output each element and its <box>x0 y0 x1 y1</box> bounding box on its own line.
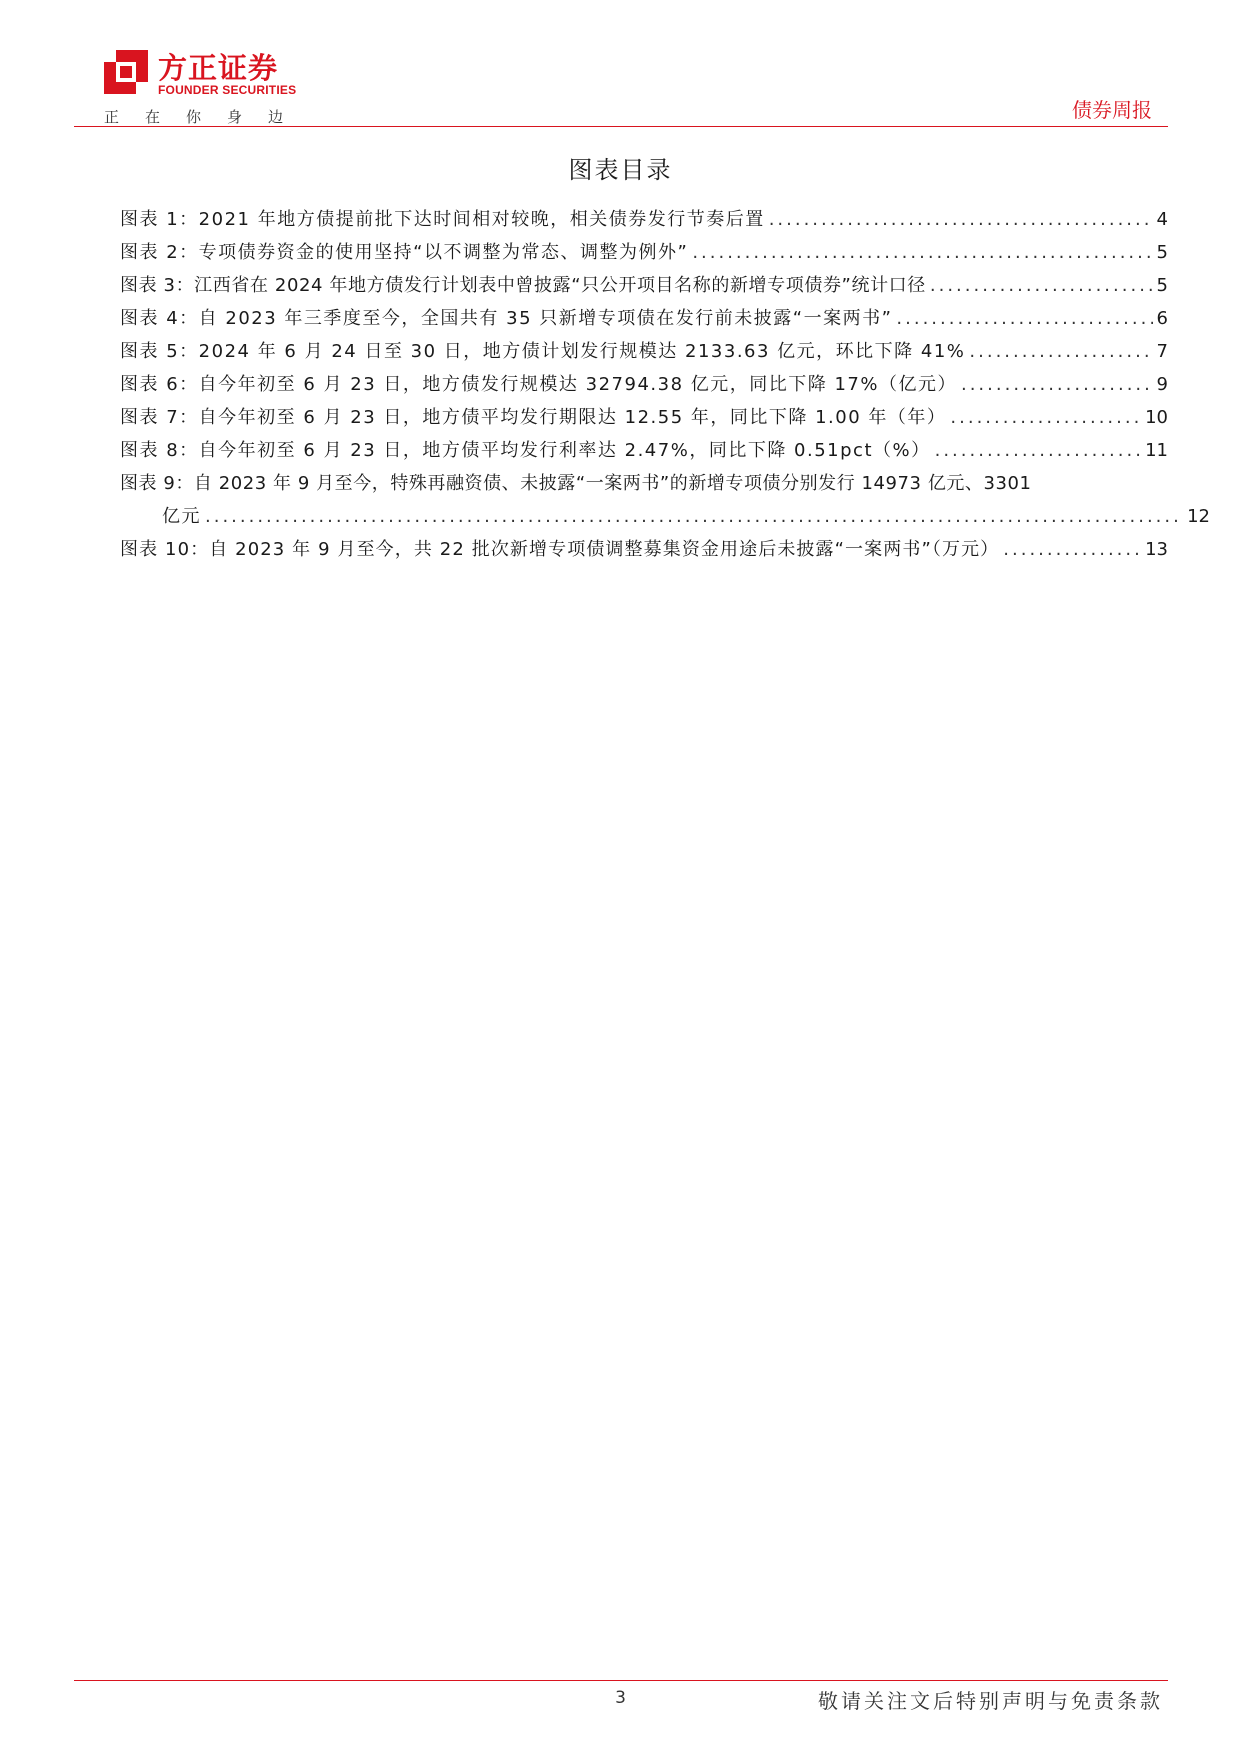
toc-entry-text: 图表 5：2024 年 6 月 24 日至 30 日，地方债计划发行规模达 2133.63 亿元，环比下降 41% <box>120 341 966 362</box>
toc-entry-text: 图表 8：自今年初至 6 月 23 日，地方债平均发行利率达 2.47%，同比下降 0.51pct（%） <box>120 440 931 461</box>
toc-entry-4[interactable] <box>120 302 1168 335</box>
toc-entry-text: 图表 4：自 2023 年三季度至今，全国共有 35 只新增专项债在发行前未披露“一案两书” <box>120 308 893 329</box>
disclaimer-notice: 敬请关注文后特别声明与免责条款 <box>818 1689 1163 1713</box>
toc-entry-2[interactable] <box>120 236 1168 269</box>
toc-entry-text: 图表 1：2021 年地方债提前批下达时间相对较晚，相关债券发行节奏后置 <box>120 209 765 230</box>
toc-entry-9[interactable] <box>120 467 1210 533</box>
toc-leader-dots <box>692 236 1152 269</box>
toc-leader-dots <box>961 368 1153 401</box>
toc-entry-text: 图表 3：江西省在 2024 年地方债发行计划表中曾披露“只公开项目名称的新增专项债券”统计口径 <box>120 275 926 296</box>
toc-entry-text-continued: 亿元 <box>162 506 201 527</box>
footer-divider <box>74 1680 1168 1681</box>
logo-chinese-name: 方正证券 <box>158 51 279 85</box>
header-divider <box>74 126 1168 127</box>
page-number: 3 <box>615 1688 626 1708</box>
toc-leader-dots <box>950 401 1141 434</box>
toc-leader-dots <box>1003 533 1141 566</box>
toc-entry-3[interactable] <box>120 269 1168 302</box>
toc-leader-dots <box>930 269 1153 302</box>
toc-leader-dots <box>896 302 1152 335</box>
toc-entry-8[interactable] <box>120 434 1168 467</box>
toc-entry-10[interactable] <box>120 533 1168 566</box>
toc-list <box>120 203 1210 566</box>
toc-entry-page: 4 <box>1156 209 1168 230</box>
company-slogan: 正在你身边 <box>104 108 310 126</box>
founder-securities-logo <box>102 46 362 102</box>
page-header <box>74 40 1168 128</box>
toc-entry-page: 11 <box>1145 440 1168 461</box>
founder-logo-icon <box>102 48 150 96</box>
toc-entry-page: 13 <box>1145 539 1168 560</box>
toc-entry-text: 图表 2：专项债券资金的使用坚持“以不调整为常态、调整为例外” <box>120 242 689 263</box>
toc-entry-page: 5 <box>1156 242 1168 263</box>
toc-entry-1[interactable] <box>120 203 1168 236</box>
report-type-label: 债券周报 <box>1072 98 1152 122</box>
toc-entry-5[interactable] <box>120 335 1168 368</box>
toc-entry-text: 图表 9：自 2023 年 9 月至今，特殊再融资债、未披露“一案两书”的新增专项债分别发行 14973 亿元、3301 <box>120 473 1032 494</box>
toc-entry-text: 图表 6：自今年初至 6 月 23 日，地方债发行规模达 32794.38 亿元，同比下降 17%（亿元） <box>120 374 957 395</box>
toc-entry-page: 9 <box>1156 374 1168 395</box>
toc-entry-page: 6 <box>1156 308 1168 329</box>
toc-entry-text: 图表 10：自 2023 年 9 月至今，共 22 批次新增专项债调整募集资金用途后未披露“一案两书”（万元） <box>120 539 1000 560</box>
toc-entry-page: 12 <box>1187 506 1210 527</box>
toc-leader-dots <box>935 434 1141 467</box>
toc-leader-dots <box>969 335 1152 368</box>
toc-title: 图表目录 <box>568 156 673 184</box>
toc-entry-7[interactable] <box>120 401 1168 434</box>
toc-entry-page: 7 <box>1156 341 1168 362</box>
toc-leader-dots <box>769 203 1153 236</box>
logo-english-name: FOUNDER SECURITIES <box>158 83 297 97</box>
toc-entry-text: 图表 7：自今年初至 6 月 23 日，地方债平均发行期限达 12.55 年，同比下降 1.00 年（年） <box>120 407 947 428</box>
toc-entry-page: 10 <box>1145 407 1168 428</box>
toc-entry-page: 5 <box>1156 275 1168 296</box>
toc-entry-6[interactable] <box>120 368 1168 401</box>
toc-leader-dots <box>205 500 1183 533</box>
